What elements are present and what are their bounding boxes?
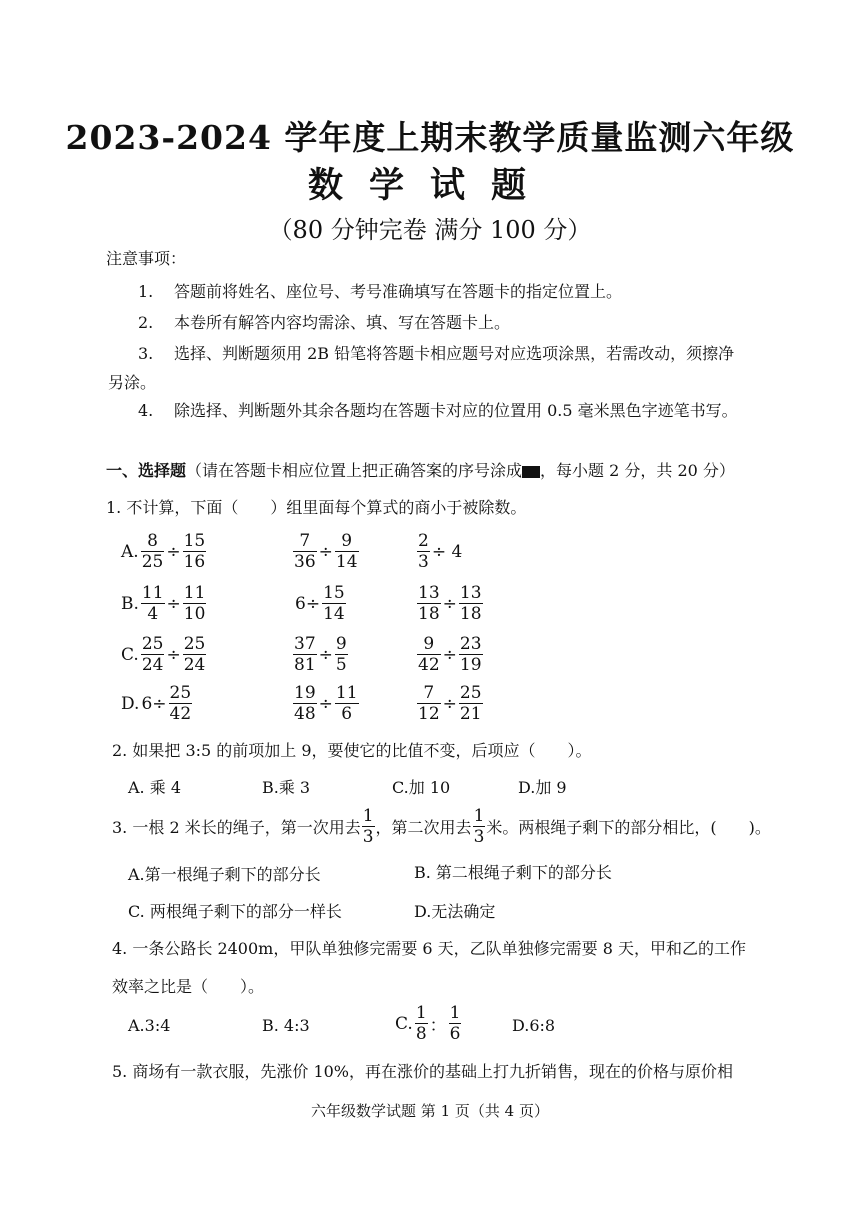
q1-option-b-expr1 (120, 583, 207, 624)
fraction: $\frac{8}{25}$ (141, 531, 164, 572)
fraction: $\frac{37}{81}$ (294, 634, 316, 675)
fraction: $\frac{13}{18}$ (418, 583, 440, 624)
exam-subtitle: （80 分钟完卷 满分 100 分） (268, 216, 592, 244)
stem-part: 3. 一根 2 米长的绳子，第一次用去 (112, 818, 361, 837)
division-sign: ÷ (442, 693, 457, 714)
q3-option-d: D.无法确定 (414, 902, 496, 921)
stem-part: ，第二次用去 (375, 818, 472, 837)
note-item-1 (138, 279, 622, 302)
option-label: C. (395, 1013, 413, 1034)
note-text: 答题前将姓名、座位号、考号准确填写在答题卡的指定位置上。 (174, 282, 623, 301)
q1-option-b-expr3 (416, 583, 484, 624)
q1-option-b-expr2 (294, 583, 347, 624)
fraction: $\frac{11}{4}$ (141, 583, 164, 624)
question-3-stem (112, 806, 771, 847)
question-4-stem-line1: 4. 一条公路长 2400m，甲队单独修完需要 6 天，乙队单独修完需要 8 天，甲和乙的工作 (112, 939, 747, 958)
note-number: 1. (138, 282, 154, 301)
q2-option-d: D.加 9 (518, 778, 567, 797)
q2-option-a: A. 乘 4 (128, 778, 181, 797)
division-sign: ÷ (318, 541, 333, 562)
note-item-2 (138, 310, 510, 333)
note-number: 4. (138, 401, 154, 420)
q1-option-a-expr3 (416, 531, 463, 572)
option-label: A. (121, 541, 139, 562)
note-text: 选择、判断题须用 2B 铅笔将答题卡相应题号对应选项涂黑，若需改动，须擦净 (174, 344, 735, 363)
fraction: $\frac{7}{12}$ (418, 683, 440, 724)
filled-box-icon (522, 466, 540, 478)
division-sign: ÷ (442, 593, 457, 614)
subject-title: 数学试题 (307, 165, 552, 206)
fraction: $\frac{9}{5}$ (335, 634, 347, 675)
q3-option-a: A.第一根绳子剩下的部分长 (128, 865, 321, 884)
fraction: $\frac{9}{14}$ (335, 531, 358, 572)
section-instruction-tail: ，每小题 2 分，共 20 分） (540, 461, 735, 480)
q4-option-b: B. 4:3 (262, 1016, 310, 1035)
option-label: C. (121, 644, 139, 665)
section-label: 一、选择题 (106, 461, 187, 480)
fraction: $\frac{25}{21}$ (459, 683, 482, 724)
fraction: $\frac{1}{8}$ (415, 1003, 427, 1044)
q4-option-c (394, 1003, 462, 1044)
note-number: 3. (138, 344, 154, 363)
q1-option-d-expr2 (292, 683, 360, 724)
note-text: 本卷所有解答内容均需涂、填、写在答题卡上。 (174, 313, 511, 332)
q2-option-c: C.加 10 (392, 778, 451, 797)
page-footer: 六年级数学试题 第 1 页（共 4 页） (311, 1102, 549, 1120)
note-text: 另涂。 (108, 373, 157, 392)
q3-option-c: C. 两根绳子剩下的部分一样长 (128, 902, 342, 921)
division-sign: ÷ (166, 593, 181, 614)
option-label: D. (121, 693, 140, 714)
division-expr: ÷ 4 (431, 541, 463, 562)
q1-option-a-expr1 (120, 531, 207, 572)
division-sign: ÷ (318, 644, 333, 665)
question-2-stem: 2. 如果把 3:5 的前项加上 9，要使它的比值不变，后项应（ ）。 (112, 741, 592, 760)
fraction: $\frac{19}{48}$ (294, 683, 316, 724)
q1-option-d-expr3 (416, 683, 484, 724)
fraction: $\frac{25}{42}$ (169, 683, 192, 724)
fraction: $\frac{25}{24}$ (183, 634, 206, 675)
fraction: $\frac{1}{6}$ (449, 1003, 461, 1044)
ratio-sign: ： (429, 1016, 447, 1036)
section-instruction: （请在答题卡相应位置上把正确答案的序号涂成 (186, 461, 523, 480)
note-item-4 (138, 398, 738, 421)
q1-option-c-expr2 (292, 634, 349, 675)
exam-title: 2023-2024 学年度上期末教学质量监测六年级 (65, 118, 795, 157)
q4-option-a: A.3:4 (128, 1016, 171, 1035)
fraction: $\frac{13}{18}$ (459, 583, 482, 624)
note-item-3-cont (108, 370, 156, 393)
q3-option-b: B. 第二根绳子剩下的部分长 (414, 863, 612, 882)
q1-option-c-expr1 (120, 634, 207, 675)
question-4-stem-line2: 效率之比是（ ）。 (112, 977, 265, 996)
notes-heading: 注意事项： (106, 249, 187, 268)
division-sign: ÷ (166, 541, 181, 562)
question-5-stem: 5. 商场有一款衣服，先涨价 10%，再在涨价的基础上打九折销售，现在的价格与原价相 (112, 1062, 734, 1081)
fraction: $\frac{15}{14}$ (323, 583, 345, 624)
division-sign: ÷ (166, 644, 181, 665)
stem-part: 米。两根绳子剩下的部分相比，( )。 (486, 818, 771, 837)
q1-option-d-expr1 (120, 683, 193, 724)
fraction: $\frac{1}{3}$ (473, 806, 485, 847)
note-text: 除选择、判断题外其余各题均在答题卡对应的位置用 0.5 毫米黑色字迹笔书写。 (174, 401, 738, 420)
q2-option-b: B.乘 3 (262, 778, 311, 797)
fraction: $\frac{15}{16}$ (183, 531, 206, 572)
q1-option-a-expr2 (292, 531, 360, 572)
dividend: 6÷ (141, 693, 167, 714)
question-1-stem: 1. 不计算，下面（ ）组里面每个算式的商小于被除数。 (106, 498, 527, 517)
q4-option-d: D.6:8 (512, 1016, 556, 1035)
division-sign: ÷ (318, 693, 333, 714)
note-item-3 (138, 341, 734, 364)
fraction: $\frac{11}{6}$ (335, 683, 358, 724)
note-number: 2. (138, 313, 154, 332)
q1-option-c-expr3 (416, 634, 484, 675)
fraction: $\frac{11}{10}$ (183, 583, 206, 624)
fraction: $\frac{7}{36}$ (294, 531, 316, 572)
fraction: $\frac{25}{24}$ (141, 634, 164, 675)
fraction: $\frac{1}{3}$ (362, 806, 374, 847)
division-sign: ÷ (442, 644, 457, 665)
section-heading (106, 458, 735, 481)
fraction: $\frac{9}{42}$ (418, 634, 440, 675)
fraction: $\frac{2}{3}$ (418, 531, 429, 572)
fraction: $\frac{23}{19}$ (459, 634, 482, 675)
option-label: B. (121, 593, 139, 614)
dividend: 6÷ (295, 593, 321, 614)
